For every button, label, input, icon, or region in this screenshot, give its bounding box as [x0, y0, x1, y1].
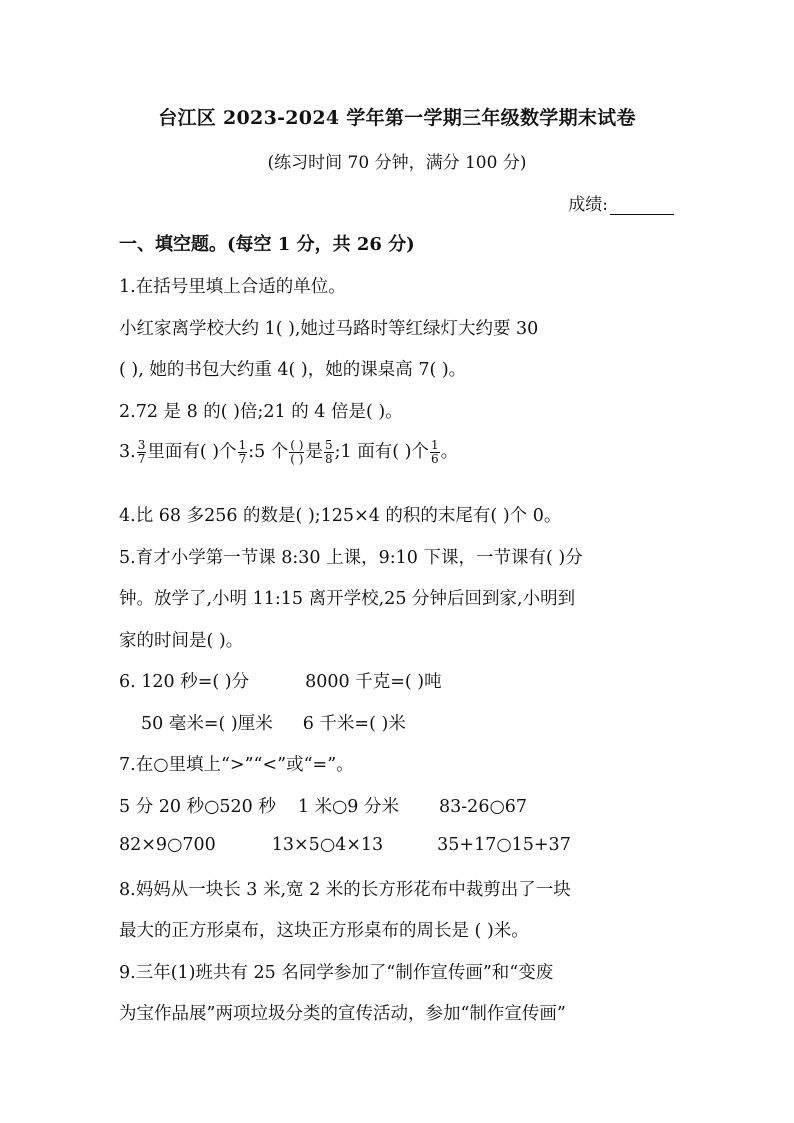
question-6-line-2 — [141, 710, 406, 735]
q7-compare-3: 83-26○67 — [439, 797, 527, 817]
fraction-1-7: $\frac{1}{7}$ — [238, 438, 247, 466]
question-5-line-1: 5.育才小学第一节课 8:30 上课，9:10 下课，一节课有( )分 — [119, 548, 583, 568]
exam-title: 台江区 2023-2024 学年第一学期三年级数学期末试卷 — [158, 107, 636, 129]
exam-subtitle: (练习时间 70 分钟，满分 100 分) — [267, 153, 527, 173]
question-8-line-2: 最大的正方形桌布，这块正方形桌布的周长是 ( )米。 — [119, 921, 529, 941]
fraction-blank: $\frac{( )}{( )}$ — [290, 438, 304, 466]
score-label: 成绩: — [568, 195, 608, 215]
question-2: 2.72 是 8 的( )倍;21 的 4 倍是( )。 — [119, 402, 403, 422]
fraction-1-6: $\frac{1}{6}$ — [430, 438, 439, 466]
q6-item-1: 6. 120 秒=( )分 — [119, 672, 250, 692]
question-1-stem: 1.在括号里填上合适的单位。 — [119, 277, 346, 297]
question-7-row-2 — [119, 835, 571, 855]
q6-item-2: 8000 千克=( )吨 — [305, 672, 442, 692]
q3-text-1: 3. — [119, 442, 136, 462]
q3-text-5: ;1 面有( )个 — [334, 442, 429, 462]
question-9-line-1: 9.三年(1)班共有 25 名同学参加了“制作宣传画”和“变废 — [119, 963, 554, 983]
question-6-line-1 — [119, 668, 442, 693]
score-field — [568, 190, 674, 215]
question-7-stem: 7.在○里填上“>”“<”或“=”。 — [119, 755, 354, 775]
q6-item-4: 6 千米=( )米 — [302, 714, 406, 734]
question-9-line-2: 为宝作品展”两项垃圾分类的宣传活动，参加“制作宣传画” — [119, 1004, 566, 1024]
q3-text-3: :5 个 — [248, 442, 289, 462]
q3-text-2: 里面有( )个 — [147, 442, 237, 462]
section-heading: 一、填空题。(每空 1 分，共 26 分) — [119, 234, 415, 255]
q7-compare-4: 82×9○700 — [119, 835, 216, 855]
question-3 — [119, 438, 458, 466]
question-7-row-1 — [119, 793, 527, 818]
question-5-line-2: 钟。放学了,小明 11:15 离开学校,25 分钟后回到家,小明到 — [119, 589, 576, 609]
question-5-line-3: 家的时间是( )。 — [119, 631, 244, 651]
score-blank[interactable] — [610, 197, 674, 215]
q7-compare-6: 35+17○15+37 — [437, 835, 571, 855]
q7-compare-1: 5 分 20 秒○520 秒 — [119, 797, 276, 817]
question-4: 4.比 68 多256 的数是( );125×4 的积的末尾有( )个 0。 — [119, 506, 562, 526]
question-8-line-1: 8.妈妈从一块长 3 米,宽 2 米的长方形花布中裁剪出了一块 — [119, 880, 571, 900]
question-1-line-1: 小红家离学校大约 1( ),她过马路时等红绿灯大约要 30 — [119, 319, 539, 339]
q3-text-4: 是 — [305, 442, 323, 462]
fraction-5-8: $\frac{5}{8}$ — [324, 438, 333, 466]
q6-item-3: 50 毫米=( )厘米 — [141, 714, 273, 734]
fraction-3-7: $\frac{3}{7}$ — [137, 438, 146, 466]
q7-compare-5: 13×5○4×13 — [271, 835, 384, 855]
q3-text-6: 。 — [440, 442, 459, 462]
q7-compare-2: 1 米○9 分米 — [297, 797, 399, 817]
question-1-line-2: ( ), 她的书包大约重 4( )，她的课桌高 7( )。 — [119, 360, 467, 380]
